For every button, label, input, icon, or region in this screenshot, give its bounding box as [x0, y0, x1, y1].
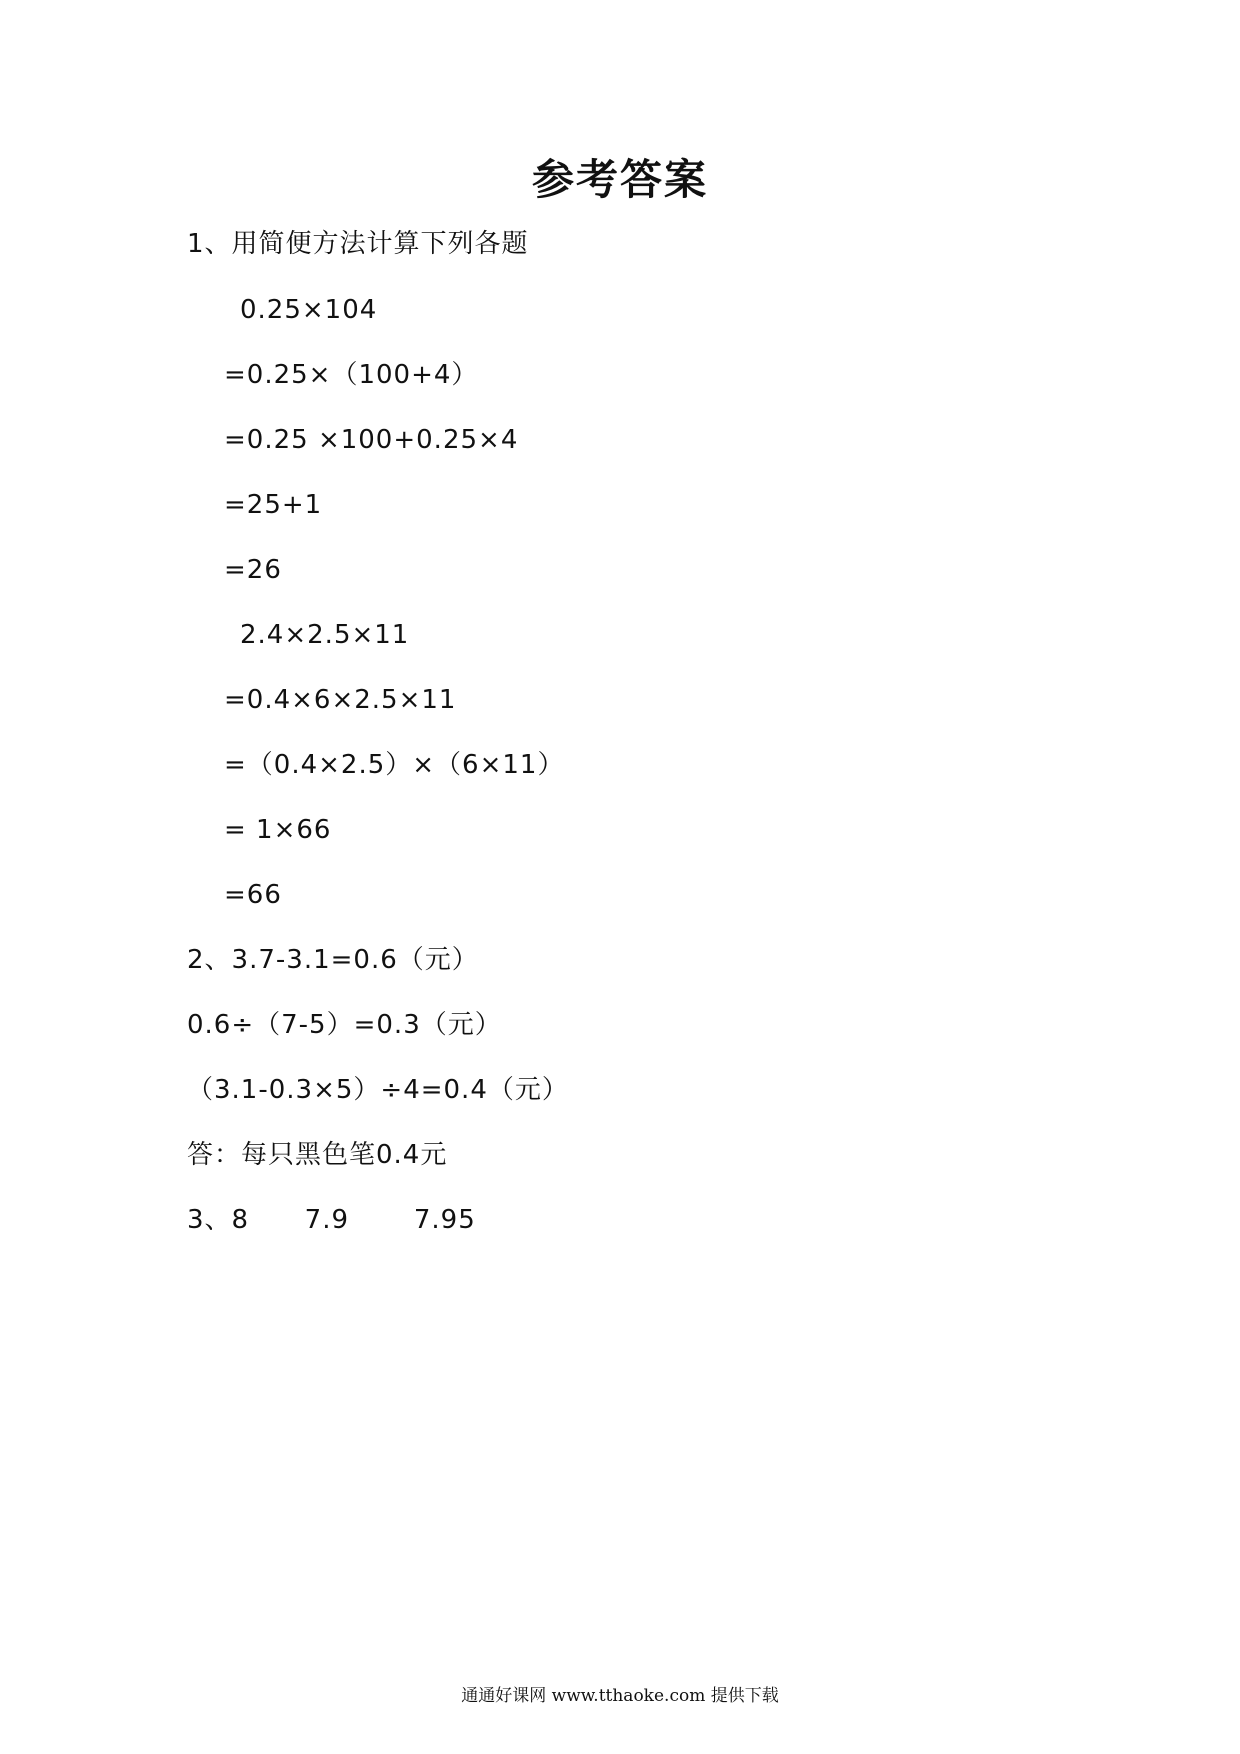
page-footer: 通通好课网 www.tthaoke.com 提供下载 — [461, 1686, 779, 1706]
q1b-step-1: =0.4×6×2.5×11 — [224, 685, 457, 715]
q2-line-3: （3.1-0.3×5）÷4=0.4（元） — [187, 1075, 569, 1105]
q1a-step-1: =0.25×（100+4） — [224, 360, 479, 390]
q2-answer: 答：每只黑色笔0.4元 — [187, 1140, 448, 1170]
q1a-step-4: =26 — [224, 555, 282, 585]
q3-answers: 3、8 7.9 7.95 — [187, 1205, 476, 1235]
q1a-step-3: =25+1 — [224, 490, 323, 520]
page-title: 参考答案 — [531, 155, 708, 204]
q2-line-2: 0.6÷（7-5）=0.3（元） — [187, 1010, 502, 1040]
q1b-step-2: =（0.4×2.5）×（6×11） — [224, 750, 565, 780]
q1a-step-2: =0.25 ×100+0.25×4 — [224, 425, 519, 455]
q2-line-1: 2、3.7-3.1=0.6（元） — [187, 945, 479, 975]
q1b-expression: 2.4×2.5×11 — [240, 620, 410, 650]
q1b-step-3: = 1×66 — [224, 815, 332, 845]
q1b-step-4: =66 — [224, 880, 282, 910]
q1-heading: 1、用简便方法计算下列各题 — [187, 229, 529, 259]
q1a-expression: 0.25×104 — [240, 295, 378, 325]
